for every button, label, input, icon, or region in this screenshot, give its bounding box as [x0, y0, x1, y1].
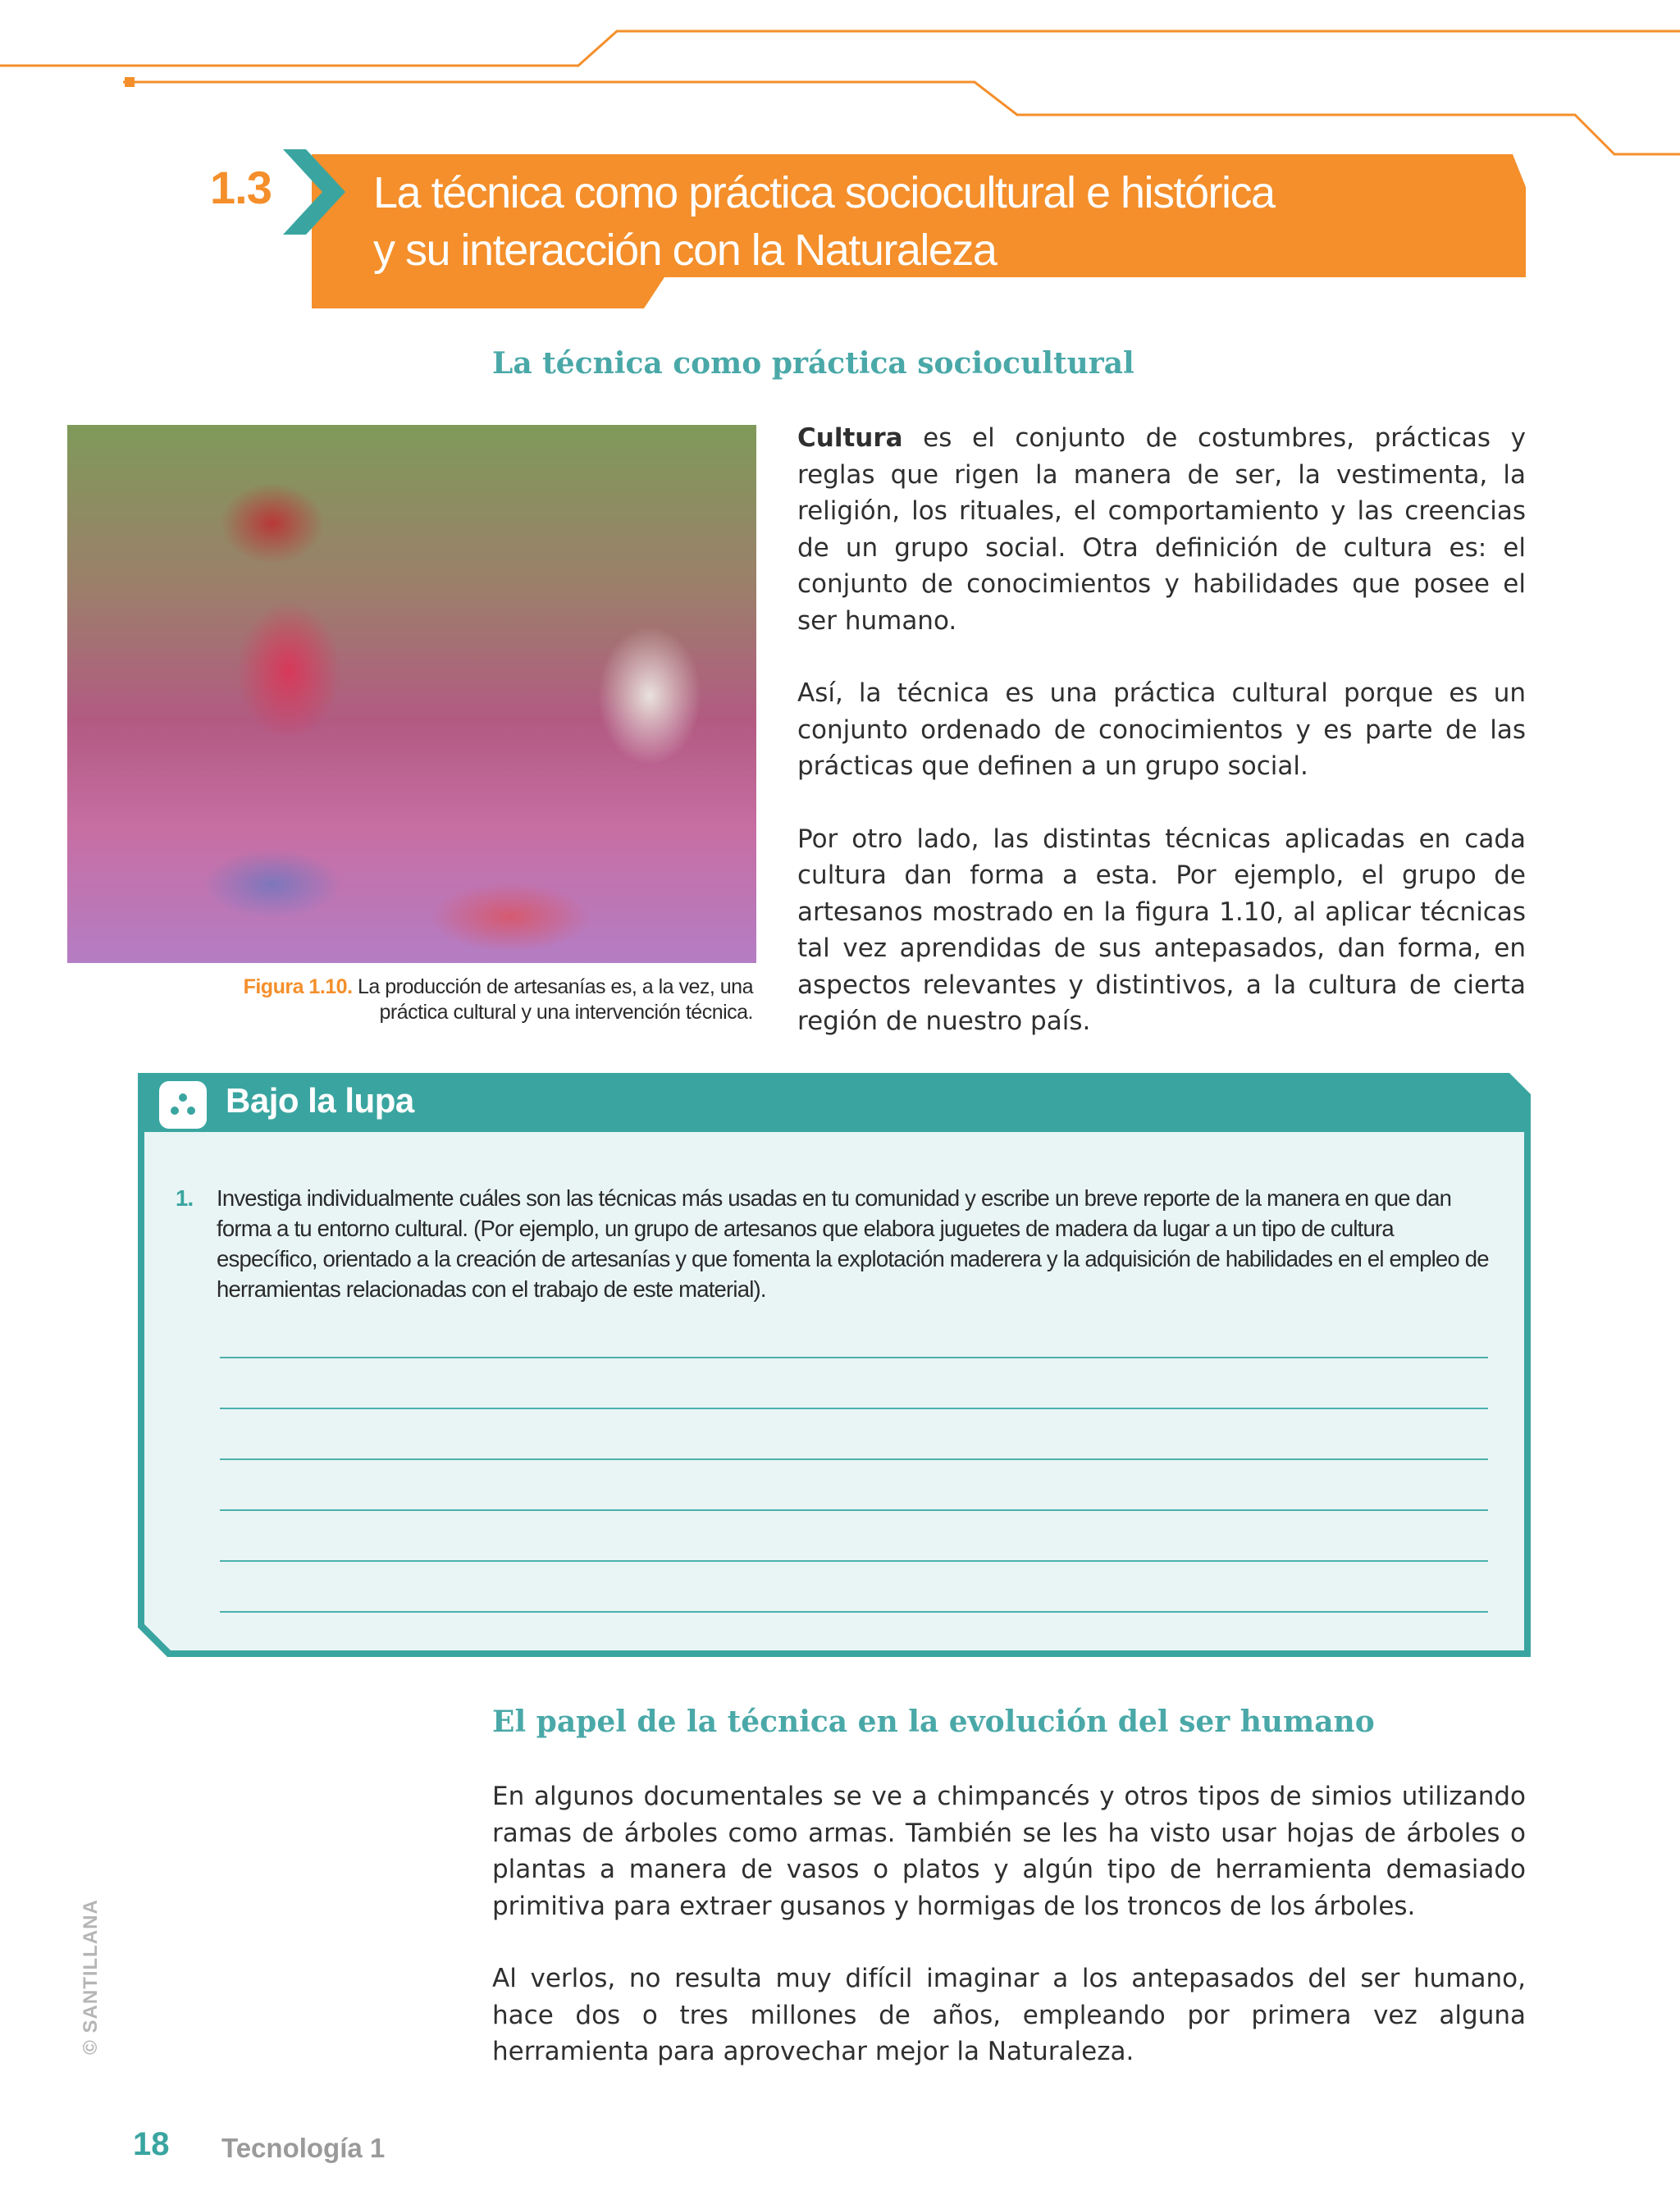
figure-caption — [205, 974, 753, 1025]
section-number: 1.3 — [210, 162, 272, 213]
answer-line[interactable] — [220, 1611, 1488, 1613]
paragraph: Así, la técnica es una práctica cultural porque es un conjunto ordenado de conocimientos y es parte de las prácticas que definen a un grupo social. — [797, 678, 1526, 781]
artisans-photo — [67, 425, 756, 963]
paragraph: Al verlos, no resulta muy difícil imaginar a los antepasados del ser humano, hace dos o tres millones de años, empleando por primera vez alguna herramienta para aprovechar mejor la Naturaleza. — [492, 1964, 1526, 2066]
section-title-line2: y su interacción con la Naturaleza — [373, 226, 997, 275]
page-number: 18 — [133, 2126, 170, 2162]
subsection-heading: El papel de la técnica en la evolución del ser humano — [492, 1705, 1375, 1739]
activity-title: Bajo la lupa — [226, 1081, 414, 1120]
paragraph-text: es el conjunto de costumbres, prácticas y reglas que rigen la manera de ser, la vestimenta, la religión, los rituales, el comportamiento y las creencias de un grupo social. Otra definición de cultura es: el conjunto de conocimientos y habilidades que posee el ser humano. — [797, 423, 1526, 636]
subsection-heading: La técnica como práctica sociocultural — [492, 346, 1134, 381]
answer-line[interactable] — [220, 1408, 1488, 1409]
copyright-text: © SANTILLANA — [80, 1899, 102, 2055]
header-decoration — [0, 0, 1680, 164]
term-cultura: Cultura — [797, 423, 903, 453]
answer-line[interactable] — [220, 1509, 1488, 1511]
paragraph — [797, 420, 1526, 639]
dots-icon — [159, 1081, 207, 1129]
answer-line[interactable] — [220, 1458, 1488, 1460]
figure-label: Figura 1.10. — [243, 975, 353, 998]
paragraph: En algunos documentales se ve a chimpancés y otros tipos de simios utilizando ramas de árboles como armas. También se les ha visto usar hojas de árboles o plantas a manera de vasos o platos y algún tipo de herramienta demasiado primitiva para extraer gusanos y hormigas de los troncos de los árboles. — [492, 1782, 1526, 1921]
copyright-notice — [72, 1813, 105, 2059]
intro-text — [797, 420, 1526, 1040]
book-title: Tecnología 1 — [221, 2133, 386, 2163]
section-title-line1: La técnica como práctica sociocultural e histórica — [373, 168, 1275, 217]
section-title — [373, 164, 1505, 279]
answer-line[interactable] — [220, 1560, 1488, 1562]
chevron-icon — [283, 149, 349, 240]
question-number: 1. — [176, 1185, 194, 1211]
paragraph: Por otro lado, las distintas técnicas aplicadas en cada cultura dan forma a esta. Por ejemplo, el grupo de artesanos mostrado en la figura 1.10, al aplicar técnicas tal vez aprendidas de sus antepasados, dan forma, en aspectos relevantes y distintivos, a la cultura de cierta región de nuestro país. — [797, 824, 1526, 1036]
caption-line2: práctica cultural y una intervención técnica. — [379, 1001, 753, 1024]
evolution-text — [492, 1778, 1526, 2070]
question-text: Investiga individualmente cuáles son las técnicas más usadas en tu comunidad y escribe un breve reporte de la manera en que dan forma a tu entorno cultural. (Por ejemplo, un grupo de artesanos que elabora juguetes de madera da lugar a un tipo de cultura específico, orientado a la creación de artesanías y que fomenta la explotación maderera y la adquisición de habilidades en el empleo de herramientas relacionadas con el trabajo de este material). — [217, 1185, 1489, 1302]
caption-line1: La producción de artesanías es, a la vez, una — [352, 975, 753, 998]
magnifier-dots-icon — [159, 1081, 207, 1129]
answer-line[interactable] — [220, 1357, 1488, 1358]
activity-question — [176, 1183, 1495, 1304]
